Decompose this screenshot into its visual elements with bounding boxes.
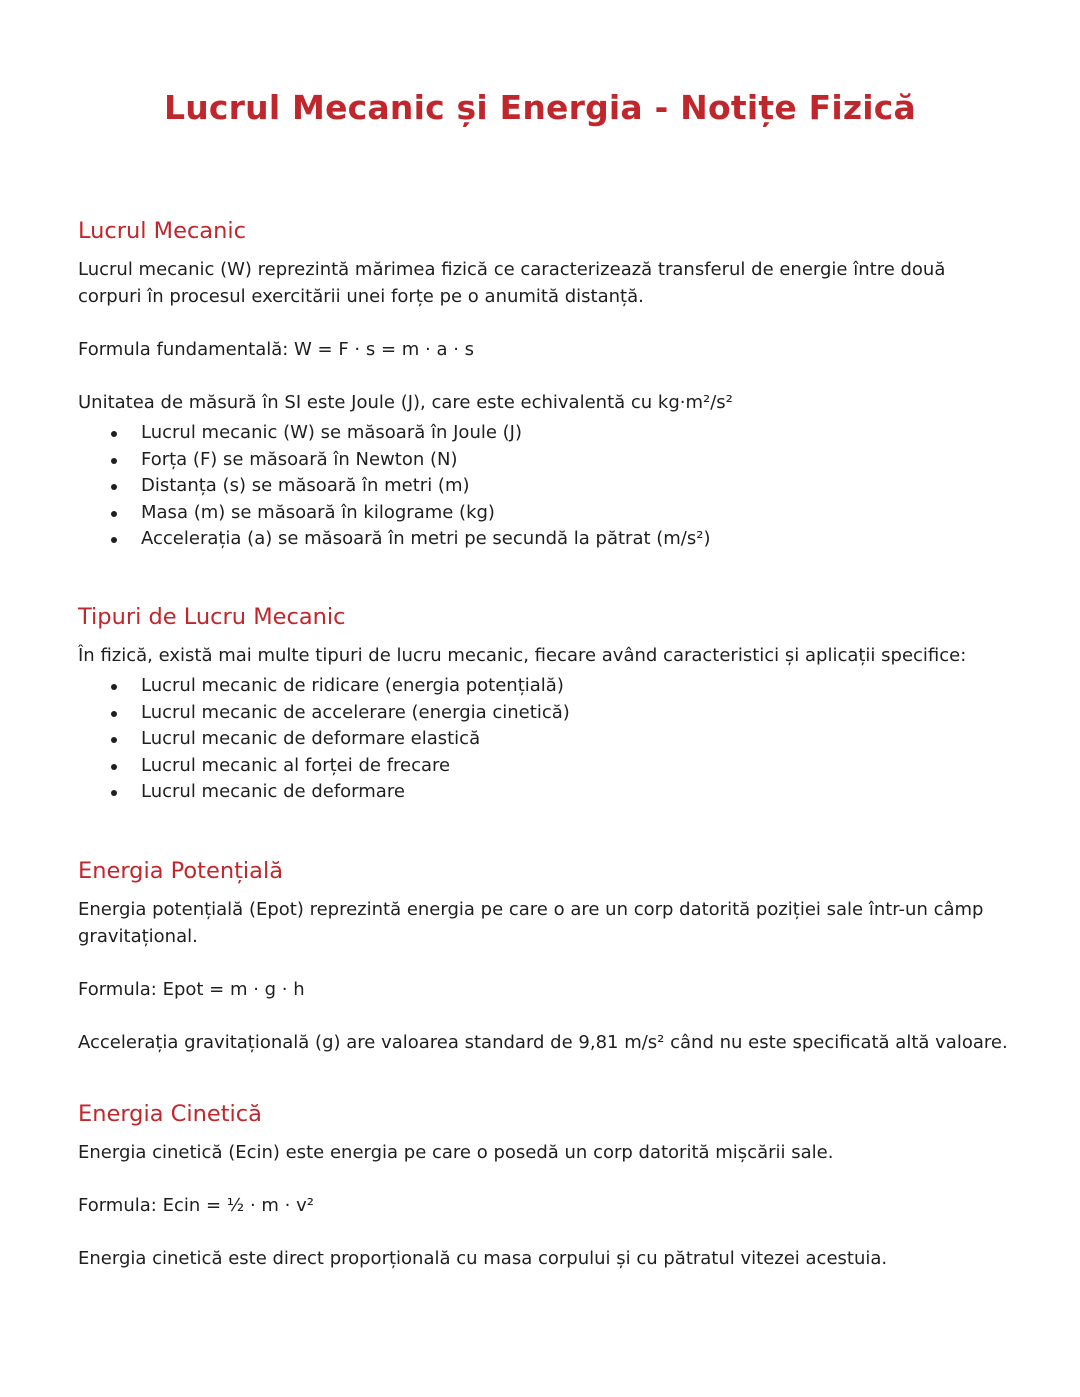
formula-text: Formula: Epot = m · g · h — [78, 979, 305, 1000]
list-item — [78, 779, 1008, 806]
page-title: Lucrul Mecanic și Energia - Notițe Fizică — [164, 88, 916, 127]
formula-text: Formula fundamentală: W = F · s = m · a · s — [78, 339, 475, 360]
list-item-text: Lucrul mecanic de accelerare (energia cinetică) — [141, 701, 570, 723]
list-item-text: Lucrul mecanic de ridicare (energia potențială) — [141, 675, 564, 696]
section-heading: Energia Cinetică — [78, 1101, 262, 1127]
list-item — [78, 526, 1008, 553]
section-intro: Lucrul mecanic (W) reprezintă mărimea fizică ce caracterizează transferul de energie între două corpuri în procesul exercitării unei forțe pe o anumită distanță. — [78, 259, 946, 307]
bullet-icon — [111, 790, 117, 796]
section-heading: Tipuri de Lucru Mecanic — [78, 604, 346, 630]
section-energia-cinetica — [78, 1099, 1008, 1272]
bullet-icon — [111, 511, 117, 517]
list-item — [78, 473, 1008, 500]
section-heading: Lucrul Mecanic — [78, 218, 246, 244]
list-item — [78, 700, 1008, 727]
list-item — [78, 673, 1008, 700]
list-item-text: Accelerația (a) se măsoară în metri pe secundă la pătrat (m/s²) — [141, 528, 711, 549]
unit-note: Unitatea de măsură în SI este Joule (J), care este echivalentă cu kg·m²/s² — [78, 392, 733, 413]
proportionality-note: Energia cinetică este direct proporțională cu masa corpului și cu pătratul vitezei acestuia. — [78, 1248, 888, 1269]
section-intro: Energia cinetică (Ecin) este energia pe care o posedă un corp datorită mișcării sale. — [78, 1142, 834, 1163]
list-item — [78, 726, 1008, 753]
list-item-text: Forța (F) se măsoară în Newton (N) — [141, 448, 458, 470]
gravity-note: Accelerația gravitațională (g) are valoarea standard de 9,81 m/s² când nu este specificată altă valoare. — [78, 1032, 1008, 1053]
bullet-icon — [111, 764, 117, 770]
section-intro: Energia potențială (Epot) reprezintă energia pe care o are un corp datorită poziției sale într-un câmp gravitațional. — [78, 899, 984, 947]
bullet-icon — [111, 537, 117, 543]
list-item-text: Distanța (s) se măsoară în metri (m) — [141, 475, 470, 496]
bullet-icon — [111, 737, 117, 743]
formula-text: Formula: Ecin = ½ · m · v² — [78, 1195, 314, 1216]
list-item-text: Lucrul mecanic de deformare — [141, 781, 405, 802]
bullet-icon — [111, 711, 117, 717]
list-item-text: Lucrul mecanic al forței de frecare — [141, 754, 451, 776]
list-item — [78, 447, 1008, 474]
bullet-icon — [111, 431, 117, 437]
list-item — [78, 500, 1008, 527]
section-tipuri-lucru-mecanic — [78, 602, 1008, 806]
bullet-icon — [111, 484, 117, 490]
list-item-text: Masa (m) se măsoară în kilograme (kg) — [141, 501, 495, 523]
section-lucrul-mecanic — [78, 216, 1008, 553]
section-heading: Energia Potențială — [78, 858, 284, 884]
list-item — [78, 753, 1008, 780]
units-list — [78, 420, 1008, 553]
bullet-icon — [111, 458, 117, 464]
list-item-text: Lucrul mecanic de deformare elastică — [141, 728, 481, 749]
list-item — [78, 420, 1008, 447]
bullet-icon — [111, 684, 117, 690]
list-item-text: Lucrul mecanic (W) se măsoară în Joule (J) — [141, 422, 522, 443]
section-intro: În fizică, există mai multe tipuri de lucru mecanic, fiecare având caracteristici și aplicații specifice: — [78, 645, 967, 666]
types-list — [78, 673, 1008, 806]
section-energia-potentiala — [78, 856, 1008, 1056]
